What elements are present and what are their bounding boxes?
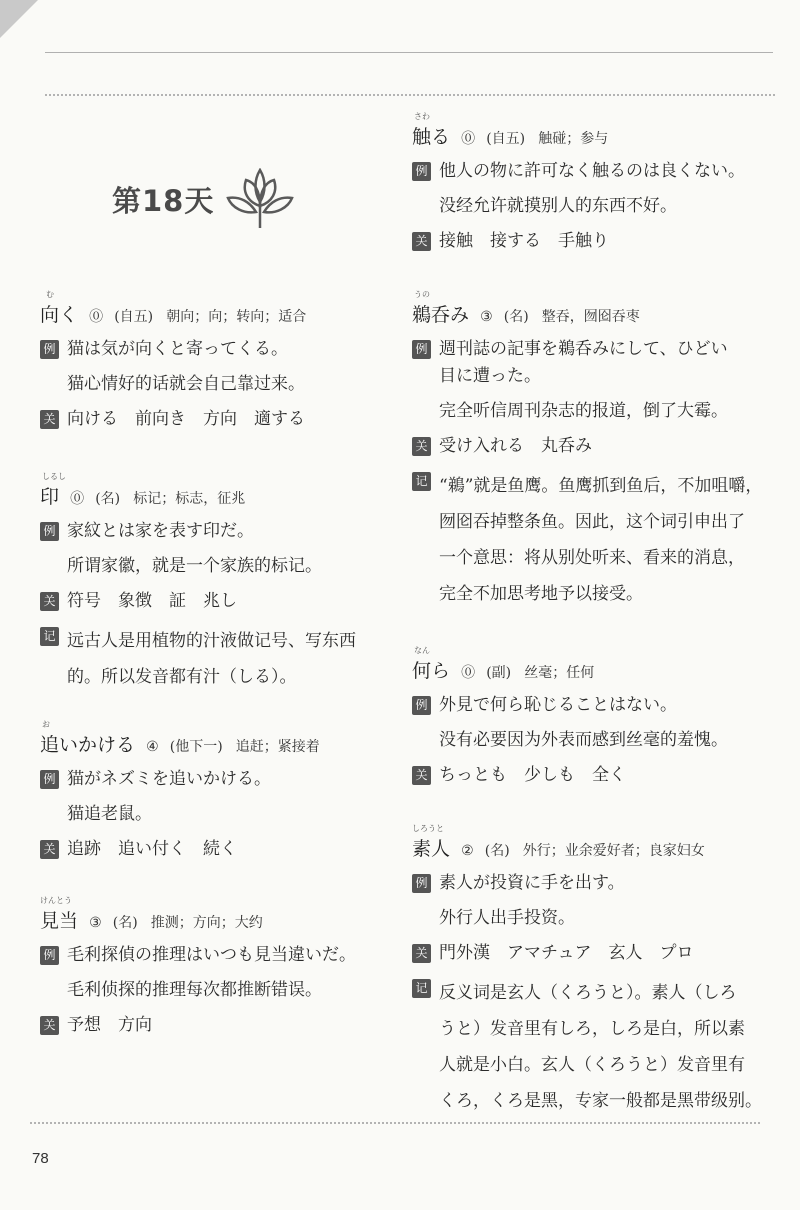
top-rule xyxy=(45,52,773,53)
example-translation: 没经允许就摸别人的东西不好。 xyxy=(439,196,677,216)
note-row: 记 远古人是用植物的汁液做记号、写东西的。所以发音都有汁（しる）。 xyxy=(40,623,380,695)
example-row: 例 週刊誌の記事を鵜呑みにして、ひどい 目に遭った。 xyxy=(412,336,782,390)
related-row: 关 接触 接する 手触り xyxy=(412,228,782,255)
example-translation: 猫心情好的话就会自己靠过来。 xyxy=(67,374,305,394)
example-badge: 例 xyxy=(40,770,59,789)
related-row: 关 門外漢 アマチュア 玄人 プロ xyxy=(412,940,782,967)
example-row: 例 外見で何ら恥じることはない。 xyxy=(412,692,782,719)
example-row: 例 毛利探偵の推理はいつも見当違いだ。 xyxy=(40,942,380,969)
example-badge: 例 xyxy=(40,946,59,965)
meaning: 丝毫；任何 xyxy=(524,665,595,681)
related-row: 关 符号 象徴 証 兆し xyxy=(40,588,380,615)
headword: 触る xyxy=(412,126,451,148)
related-badge: 关 xyxy=(40,1016,59,1035)
example-translation: 完全听信周刊杂志的报道，倒了大霉。 xyxy=(439,401,728,421)
related-badge: 关 xyxy=(412,944,431,963)
example-translation: 所谓家徽，就是一个家族的标记。 xyxy=(67,556,322,576)
example-badge: 例 xyxy=(412,340,431,359)
example-translation: 外行人出手投资。 xyxy=(439,908,575,928)
related-row: 关 追跡 追い付く 続く xyxy=(40,836,380,863)
day-title xyxy=(112,168,296,230)
example-row: 例 猫がネズミを追いかける。 xyxy=(40,766,380,793)
entry-shirouto: しろうと 素人 ② (名) 外行；业余爱好者；良家妇女 例 素人が投資に手を出す。 外行人出手投资。 关 門外漢 アマチュア 玄人 プロ 记 反义词是玄人（くろうと）。素人（しろ うと）发音里有しろ，しろ是白，所以素 人就是小白。玄人（くろうと）发音里有 くろ，くろ是黑，专家一般都是黑带级别。 xyxy=(412,834,782,1119)
example-badge: 例 xyxy=(412,696,431,715)
headword: 見当 xyxy=(40,910,79,932)
example-translation: 猫追老鼠。 xyxy=(67,804,152,824)
related-badge: 关 xyxy=(40,410,59,429)
headword: 鵜呑み xyxy=(412,304,470,326)
entry-shirushi: しるし 印 ⓪ (名) 标记；标志，征兆 例 家紋とは家を表す印だ。 所谓家徽，就是一个家族的标记。 关 符号 象徴 証 兆し 记 远古人是用植物的汁液做记号、写东西的。所以发音都有汁（しる）。 xyxy=(40,482,380,695)
example-badge: 例 xyxy=(40,522,59,541)
headword: 向く xyxy=(40,304,79,326)
meaning: 朝向；向；转向；适合 xyxy=(166,309,307,325)
example-row: 例 他人の物に許可なく触るのは良くない。 xyxy=(412,158,782,185)
entry-muku: む 向く ⓪ (自五) 朝向；向；转向；适合 例 猫は気が向くと寄ってくる。 猫心情好的话就会自己靠过来。 关 向ける 前向き 方向 適する xyxy=(40,300,380,433)
headword: 追いかける xyxy=(40,734,136,756)
related-row: 关 ちっとも 少しも 全く xyxy=(412,762,782,789)
entry-sawaru: さわ 触る ⓪ (自五) 触碰；参与 例 他人の物に許可なく触るのは良くない。 没经允许就摸别人的东西不好。 关 接触 接する 手触り xyxy=(412,122,782,255)
meaning: 整吞，囫囵吞枣 xyxy=(541,309,640,325)
example-translation: 毛利侦探的推理每次都推断错误。 xyxy=(67,980,322,1000)
page-number: 78 xyxy=(32,1150,49,1167)
entry-kentou: けんとう 見当 ③ (名) 推测；方向；大约 例 毛利探偵の推理はいつも見当違いだ。 毛利侦探的推理每次都推断错误。 关 予想 方向 xyxy=(40,906,380,1039)
leaf-tree-icon xyxy=(224,168,296,230)
day-title-text: 第18天 xyxy=(112,183,215,218)
related-badge: 关 xyxy=(40,840,59,859)
example-row: 例 素人が投資に手を出す。 xyxy=(412,870,782,897)
note-badge: 记 xyxy=(40,627,59,646)
related-row: 关 予想 方向 xyxy=(40,1012,380,1039)
example-translation: 没有必要因为外表而感到丝毫的羞愧。 xyxy=(439,730,728,750)
note-badge: 记 xyxy=(412,979,431,998)
note-row: 记 “鵜”就是鱼鹰。鱼鹰抓到鱼后，不加咀嚼， 囫囵吞掉整条鱼。因此，这个词引申出了 一个意思：将从别处听来、看来的消息， 完全不加思考地予以接受。 xyxy=(412,468,782,612)
dotted-rule-bottom xyxy=(30,1122,760,1124)
note-row: 记 反义词是玄人（くろうと）。素人（しろ うと）发音里有しろ，しろ是白，所以素 人就是小白。玄人（くろうと）发音里有 くろ，くろ是黑，专家一般都是黑带级别。 xyxy=(412,975,782,1119)
related-row: 关 受け入れる 丸呑み xyxy=(412,433,782,460)
example-badge: 例 xyxy=(412,162,431,181)
entry-oikakeru: お 追いかける ④ (他下一) 追赶；紧接着 例 猫がネズミを追いかける。 猫追老鼠。 关 追跡 追い付く 続く xyxy=(40,730,380,863)
example-badge: 例 xyxy=(40,340,59,359)
meaning: 追赶；紧接着 xyxy=(235,739,320,755)
headword: 印 xyxy=(40,486,60,508)
meaning: 推测；方向；大约 xyxy=(150,915,263,931)
meaning: 触碰；参与 xyxy=(538,131,609,147)
example-row: 例 猫は気が向くと寄ってくる。 xyxy=(40,336,380,363)
example-badge: 例 xyxy=(412,874,431,893)
headword: 何ら xyxy=(412,660,451,682)
entry-unomi: うの 鵜呑み ③ (名) 整吞，囫囵吞枣 例 週刊誌の記事を鵜呑みにして、ひどい 目に遭った。 完全听信周刊杂志的报道，倒了大霉。 关 受け入れる 丸呑み 记 “鵜”就是鱼鹰。鱼鹰抓到鱼后，不加咀嚼， 囫囵吞掉整条鱼。因此，这个词引申出了 一个意思：将从别处听来、看来的消息， 完全不加思考地予以接受。 xyxy=(412,300,782,612)
related-row: 关 向ける 前向き 方向 適する xyxy=(40,406,380,433)
related-badge: 关 xyxy=(412,437,431,456)
meaning: 标记；标志，征兆 xyxy=(133,491,246,507)
related-badge: 关 xyxy=(412,232,431,251)
related-badge: 关 xyxy=(412,766,431,785)
note-badge: 记 xyxy=(412,472,431,491)
entry-nanra: なん 何ら ⓪ (副) 丝毫；任何 例 外見で何ら恥じることはない。 没有必要因为外表而感到丝毫的羞愧。 关 ちっとも 少しも 全く xyxy=(412,656,782,789)
page-corner-fold xyxy=(0,0,38,38)
dotted-rule-top xyxy=(45,94,775,96)
headword: 素人 xyxy=(412,838,451,860)
related-badge: 关 xyxy=(40,592,59,611)
meaning: 外行；业余爱好者；良家妇女 xyxy=(522,843,705,859)
example-row: 例 家紋とは家を表す印だ。 xyxy=(40,518,380,545)
